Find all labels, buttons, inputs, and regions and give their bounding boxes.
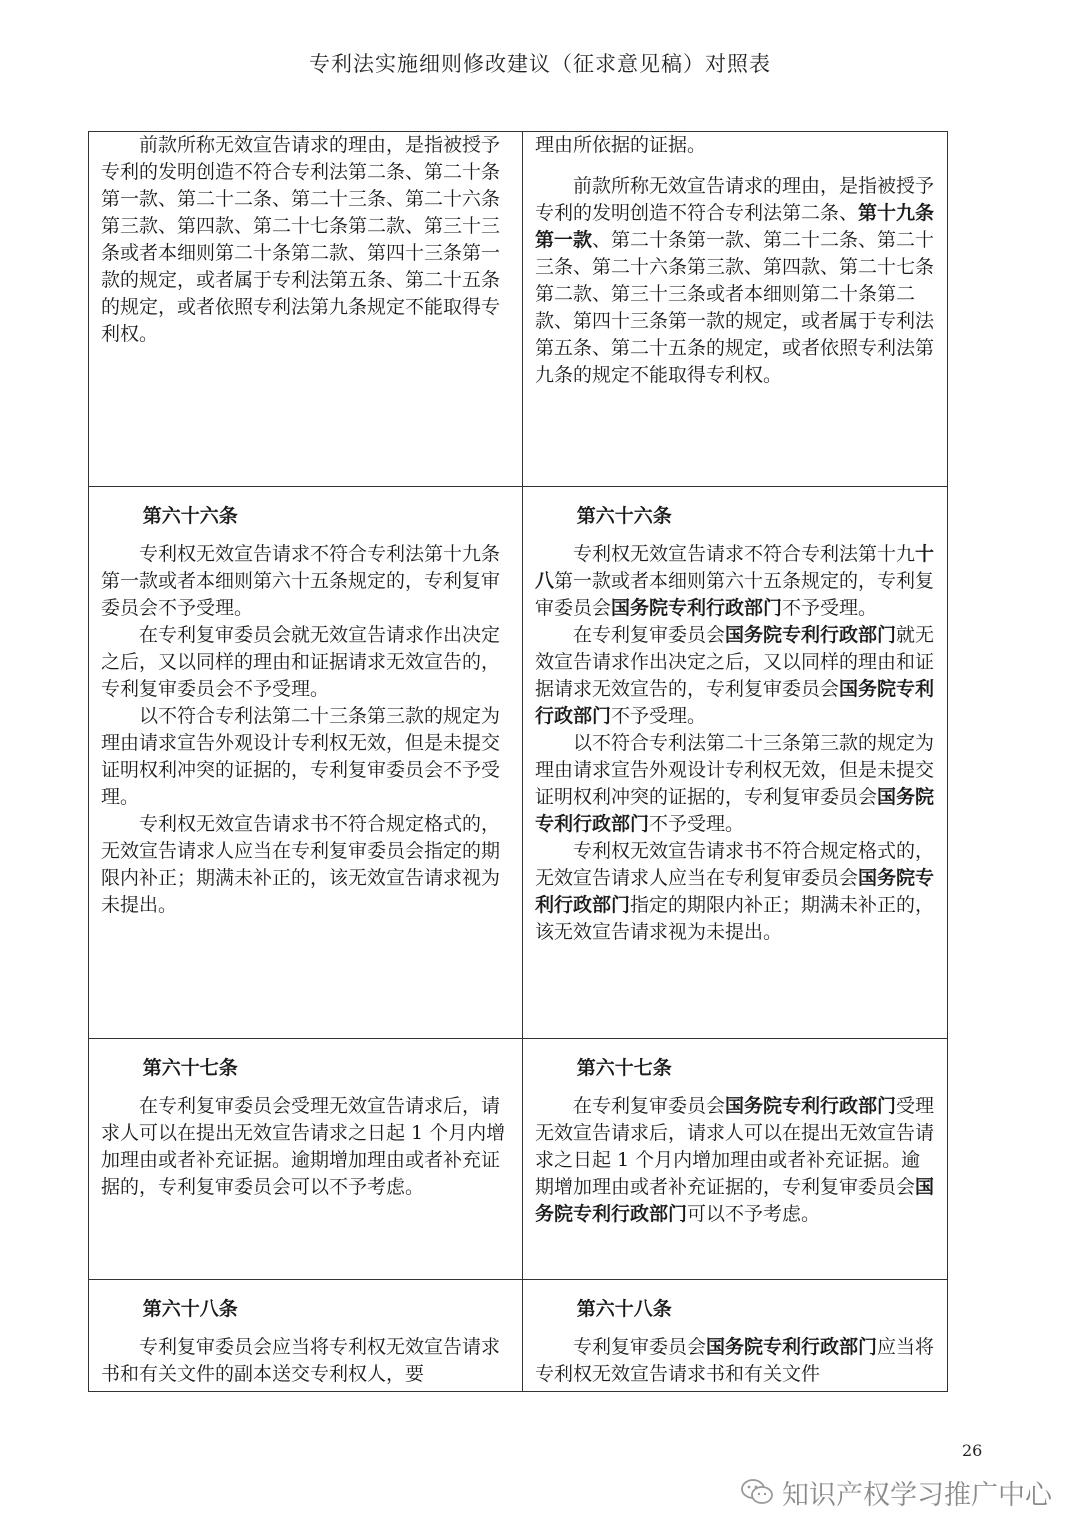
article-paragraph bbox=[101, 703, 512, 811]
text-segment: 前款所称无效宣告请求的理由，是指被授予专利的发明创造不符合专利法第二条、 bbox=[535, 175, 935, 224]
proposed-text-cell bbox=[523, 132, 948, 487]
article-paragraph bbox=[535, 173, 937, 389]
current-text-cell bbox=[89, 1039, 523, 1280]
text-segment: 应当将专利权无效宣告请求书和有关文件 bbox=[535, 1336, 935, 1385]
deleted-text: 十九 bbox=[877, 543, 916, 565]
proposed-text-cell bbox=[523, 487, 948, 1039]
deleted-text: 专利复审委员会 bbox=[744, 786, 878, 808]
inserted-text: 第十九条第一款 bbox=[535, 202, 935, 251]
table-row bbox=[89, 132, 948, 487]
text-segment: 不予受理。 bbox=[782, 597, 878, 619]
article-heading: 第六十七条 bbox=[576, 1057, 672, 1079]
wechat-icon bbox=[740, 1477, 774, 1507]
article-paragraph bbox=[535, 622, 937, 730]
deleted-text: 专利复审委员会 bbox=[782, 1176, 916, 1198]
inserted-text: 国务院专利行政部门 bbox=[725, 624, 897, 646]
text-segment: 指定的期限内补正；期满未补正的，该无效宣告请求视为未提出。 bbox=[535, 894, 935, 943]
article-paragraph bbox=[535, 730, 937, 838]
table-row bbox=[89, 1280, 948, 1392]
article-paragraph bbox=[535, 838, 937, 946]
comparison-table bbox=[88, 131, 948, 1392]
text-segment: 前款所称无效宣告请求的理由，是指被授予专利的发明创造不符合专利法第二条、第二十条第一款、第二十二条、第二十三条、第二十六条第三款、第四款、第二十七条第二款、第三十三条或者本细则第二十条第二款、第四十三条第一款的规定，或者属于专利法第五条、第二十五条的规定，或者依照专利法第九条规定不能取得专利权。 bbox=[101, 134, 501, 345]
text-segment: 理由所依据的证据。 bbox=[535, 134, 707, 156]
current-text-cell bbox=[89, 132, 523, 487]
text-segment: 专利权无效宣告请求书不符合规定格式的，无效宣告请求人应当在专利复审委员会指定的期限内补正；期满未补正的，该无效宣告请求视为未提出。 bbox=[101, 813, 501, 916]
text-segment: 不予受理。 bbox=[611, 705, 707, 727]
article-paragraph bbox=[535, 541, 937, 622]
text-segment: 专利复审委员会应当将专利权无效宣告请求书和有关文件的副本送交专利权人，要 bbox=[101, 1336, 501, 1385]
text-segment: 就无效宣告请求作出决定之后，又以同样的理由和证据请求无效宣告的， bbox=[535, 624, 935, 700]
deleted-text: 专利复审委员会 bbox=[592, 1095, 726, 1117]
table-row bbox=[89, 1039, 948, 1280]
article-heading: 第六十六条 bbox=[576, 505, 672, 527]
deleted-text: 专利复审委员会 bbox=[592, 624, 726, 646]
deleted-text: 专利复审委员会 bbox=[535, 570, 935, 619]
page-header-title: 专利法实施细则修改建议（征求意见稿）对照表 bbox=[309, 52, 771, 76]
article-heading: 第六十七条 bbox=[142, 1057, 238, 1079]
deleted-text: 专利复审委员会 bbox=[725, 867, 859, 889]
text-segment: 受理无效宣告请求后，请求人可以在提出无效宣告请求之日起 1 个月内增加理由或者补充证据。逾期增加理由或者补充证据的， bbox=[535, 1095, 935, 1198]
text-segment: 专利权无效宣告请求不符合专利法第 bbox=[573, 543, 878, 565]
inserted-text: 国务院专利行政部门 bbox=[725, 1095, 897, 1117]
inserted-text: 国务院专利行政部门 bbox=[535, 786, 935, 835]
text-segment: 专利权无效宣告请求不符合专利法第十九条第一款或者本细则第六十五条规定的，专利复审委员会不予受理。 bbox=[101, 543, 501, 619]
article-paragraph bbox=[101, 132, 512, 348]
article-heading: 第六十八条 bbox=[142, 1298, 238, 1320]
article-paragraph bbox=[101, 1334, 512, 1388]
current-text-cell bbox=[89, 1280, 523, 1392]
deleted-text: 专利复审委员会 bbox=[706, 678, 840, 700]
article-paragraph bbox=[535, 1093, 937, 1228]
current-text-cell bbox=[89, 487, 523, 1039]
article-heading: 第六十六条 bbox=[142, 505, 238, 527]
text-segment: 可以不予考虑。 bbox=[687, 1203, 821, 1225]
text-segment: 第一款或者本细则第六十五条规定的， bbox=[554, 570, 878, 592]
inserted-text: 国务院专利行政部门 bbox=[706, 1336, 878, 1358]
watermark bbox=[740, 1470, 1052, 1514]
inserted-text: 国务院专利行政部门 bbox=[611, 597, 783, 619]
inserted-text: 国务院专利行政部门 bbox=[535, 867, 935, 916]
text-segment: 在 bbox=[573, 624, 593, 646]
proposed-text-cell bbox=[523, 1280, 948, 1392]
article-paragraph bbox=[101, 811, 512, 919]
table-row bbox=[89, 487, 948, 1039]
text-segment: 专利权无效宣告请求书不符合规定格式的，无效宣告请求人应当在 bbox=[535, 840, 935, 889]
watermark-text: 知识产权学习推广中心 bbox=[782, 1479, 1052, 1511]
article-paragraph bbox=[101, 622, 512, 703]
article-paragraph bbox=[101, 1093, 512, 1201]
text-segment: 不予受理。 bbox=[649, 813, 745, 835]
text-segment: 在专利复审委员会就无效宣告请求作出决定之后，又以同样的理由和证据请求无效宣告的，专利复审委员会不予受理。 bbox=[101, 624, 501, 700]
article-paragraph bbox=[101, 541, 512, 622]
text-segment: 、第二十条第一款、第二十二条、第二十三条、第二十六条第三款、第四款、第二十七条第二款、第三十三条或者本细则第二十条第二款、第四十三条第一款的规定，或者属于专利法第五条、第二十五条的规定，或者依照专利法第九条的规定不能取得专利权。 bbox=[535, 229, 935, 386]
article-heading: 第六十八条 bbox=[576, 1298, 672, 1320]
text-segment: 以不符合专利法第二十三条第三款的规定为理由请求宣告外观设计专利权无效，但是未提交证明权利冲突的证据的， bbox=[535, 732, 935, 808]
deleted-text: 专利复审委员会 bbox=[573, 1336, 707, 1358]
article-paragraph bbox=[535, 132, 937, 159]
text-segment: 以不符合专利法第二十三条第三款的规定为理由请求宣告外观设计专利权无效，但是未提交证明权利冲突的证据的，专利复审委员会不予受理。 bbox=[101, 705, 501, 808]
page-number: 26 bbox=[962, 1441, 983, 1460]
article-paragraph bbox=[535, 1334, 937, 1388]
proposed-text-cell bbox=[523, 1039, 948, 1280]
inserted-text: 国务院专利行政部门 bbox=[535, 1176, 935, 1225]
inserted-text: 国务院专利行政部门 bbox=[535, 678, 935, 727]
text-segment: 在专利复审委员会受理无效宣告请求后，请求人可以在提出无效宣告请求之日起 1 个月内增加理由或者补充证据。逾期增加理由或者补充证据的，专利复审委员会可以不予考虑。 bbox=[101, 1095, 506, 1198]
inserted-text: 十八 bbox=[535, 543, 935, 592]
text-segment: 在 bbox=[573, 1095, 593, 1117]
